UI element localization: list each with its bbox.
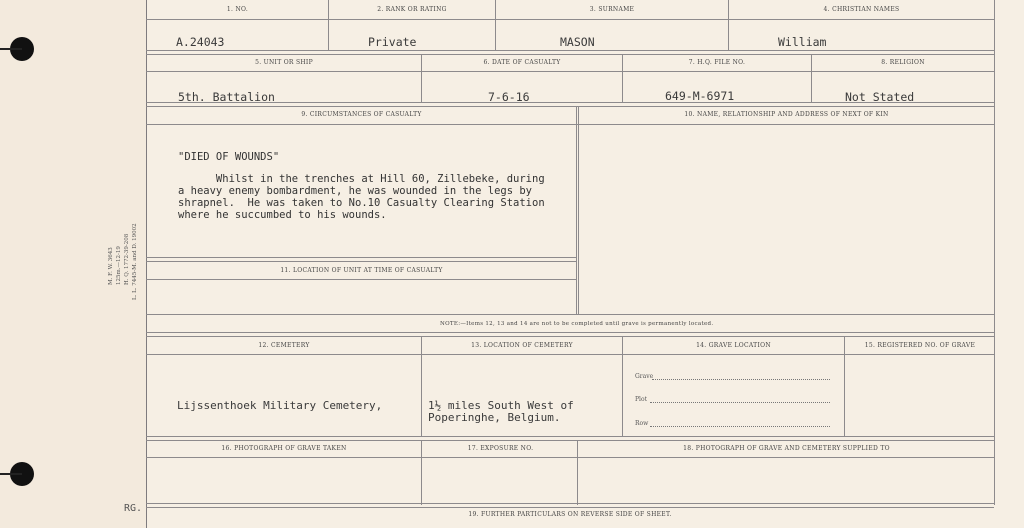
- value-unit: 5th. Battalion: [178, 90, 275, 104]
- value-location-line-2: Poperinghe, Belgium.: [428, 411, 561, 424]
- value-no: A.24043: [176, 35, 225, 49]
- value-date: 7-6-16: [488, 90, 530, 104]
- header-circumstances: 9. CIRCUMSTANCES OF CASUALTY: [301, 111, 422, 118]
- header-cemetery: 12. CEMETERY: [258, 342, 310, 349]
- row3-inner-rule: [146, 257, 576, 262]
- value-christian: William: [778, 35, 827, 49]
- row-label: Row: [635, 420, 649, 427]
- row2-header-rule: [146, 71, 994, 72]
- header-no: 1. NO.: [226, 6, 249, 13]
- row1-div-1: [328, 0, 329, 50]
- row3-bottom-rule: [146, 314, 994, 315]
- row3-div-right: [578, 106, 579, 314]
- header-photo-supplied: 18. PHOTOGRAPH OF GRAVE AND CEMETERY SUPPLIED TO: [683, 445, 890, 452]
- punch-hole-bottom-line: [0, 473, 22, 475]
- row4-div-2: [622, 336, 623, 436]
- header-religion: 8. RELIGION: [881, 59, 925, 66]
- row2-div-3: [811, 54, 812, 102]
- row2-bottom-rule: [146, 102, 994, 107]
- row5-div-1: [421, 440, 422, 505]
- circumstances-line-1: Whilst in the trenches at Hill 60, Zillebeke, during: [178, 173, 545, 185]
- footer-further: 19. FURTHER PARTICULARS ON REVERSE SIDE OF SHEET.: [468, 511, 672, 518]
- plot-dots: [650, 402, 830, 403]
- location-unit-rule: [146, 279, 576, 280]
- form-right-rule: [994, 0, 995, 505]
- plot-label: Plot: [635, 396, 647, 403]
- header-hq-file: 7. H.Q. FILE NO.: [688, 59, 746, 66]
- value-hq-file: 649-M-6971: [665, 89, 735, 103]
- row5-div-2: [577, 440, 578, 505]
- row5-header-rule: [146, 457, 994, 458]
- row4-header-rule: [146, 354, 994, 355]
- header-unit: 5. UNIT OR SHIP: [255, 59, 313, 66]
- header-exposure: 17. EXPOSURE NO.: [467, 445, 534, 452]
- row4-bottom-rule: [146, 436, 994, 441]
- row1-header-rule: [146, 19, 994, 20]
- circumstances-line-4: where he succumbed to his wounds.: [178, 209, 387, 221]
- row4-div-1: [421, 336, 422, 436]
- margin-print-2: 125m.—12-19: [116, 246, 122, 285]
- circumstances-title: "DIED OF WOUNDS": [178, 151, 280, 163]
- row3-div-left: [576, 106, 577, 314]
- value-rank: Private: [368, 35, 417, 49]
- grave-dots: [652, 379, 830, 380]
- value-cemetery: Lijssenthoek Military Cemetery,: [177, 399, 383, 412]
- margin-print-1: M. F. W. 3643: [108, 247, 114, 285]
- row1-bottom-rule: [146, 50, 994, 55]
- row1-div-3: [728, 0, 729, 50]
- circumstances-line-2: a heavy enemy bombardment, he was wounded in the legs by: [178, 185, 533, 197]
- row2-div-1: [421, 54, 422, 102]
- circumstances-line-3: shrapnel. He was taken to No.10 Casualty Clearing Station: [178, 197, 545, 209]
- header-surname: 3. SURNAME: [589, 6, 635, 13]
- punch-hole-top-line: [0, 48, 22, 50]
- header-date: 6. DATE OF CASUALTY: [483, 59, 561, 66]
- row4-div-3: [844, 336, 845, 436]
- row3-header-rule: [146, 124, 994, 125]
- value-religion: Not Stated: [845, 90, 915, 104]
- header-photo-taken: 16. PHOTOGRAPH OF GRAVE TAKEN: [221, 445, 347, 452]
- header-grave-location: 14. GRAVE LOCATION: [696, 342, 771, 349]
- value-location-line-1: 1½ miles South West of: [428, 399, 574, 412]
- header-registered-no: 15. REGISTERED NO. OF GRAVE: [864, 342, 976, 349]
- header-location-cemetery: 13. LOCATION OF CEMETERY: [471, 342, 573, 349]
- note-bottom-rule: [146, 332, 994, 337]
- header-rank: 2. RANK OR RATING: [377, 6, 447, 13]
- value-surname: MASON: [560, 35, 595, 49]
- note-text: NOTE:—Items 12, 13 and 14 are not to be completed until grave is permanently located.: [440, 321, 714, 327]
- row-dots: [650, 426, 830, 427]
- header-next-of-kin: 10. NAME, RELATIONSHIP AND ADDRESS OF NEXT OF KIN: [684, 111, 889, 118]
- margin-print-3: H. Q. 1772-39-208: [124, 233, 130, 285]
- footer-code: RG.: [124, 503, 143, 514]
- row1-div-2: [495, 0, 496, 50]
- row2-div-2: [622, 54, 623, 102]
- margin-print-4: L. L. 7445-M. and D. 19002: [132, 223, 138, 300]
- header-location-unit: 11. LOCATION OF UNIT AT TIME OF CASUALTY: [280, 267, 443, 274]
- header-christian: 4. CHRISTIAN NAMES: [823, 6, 900, 13]
- row5-bottom-rule: [146, 503, 994, 508]
- grave-label: Grave: [635, 373, 654, 380]
